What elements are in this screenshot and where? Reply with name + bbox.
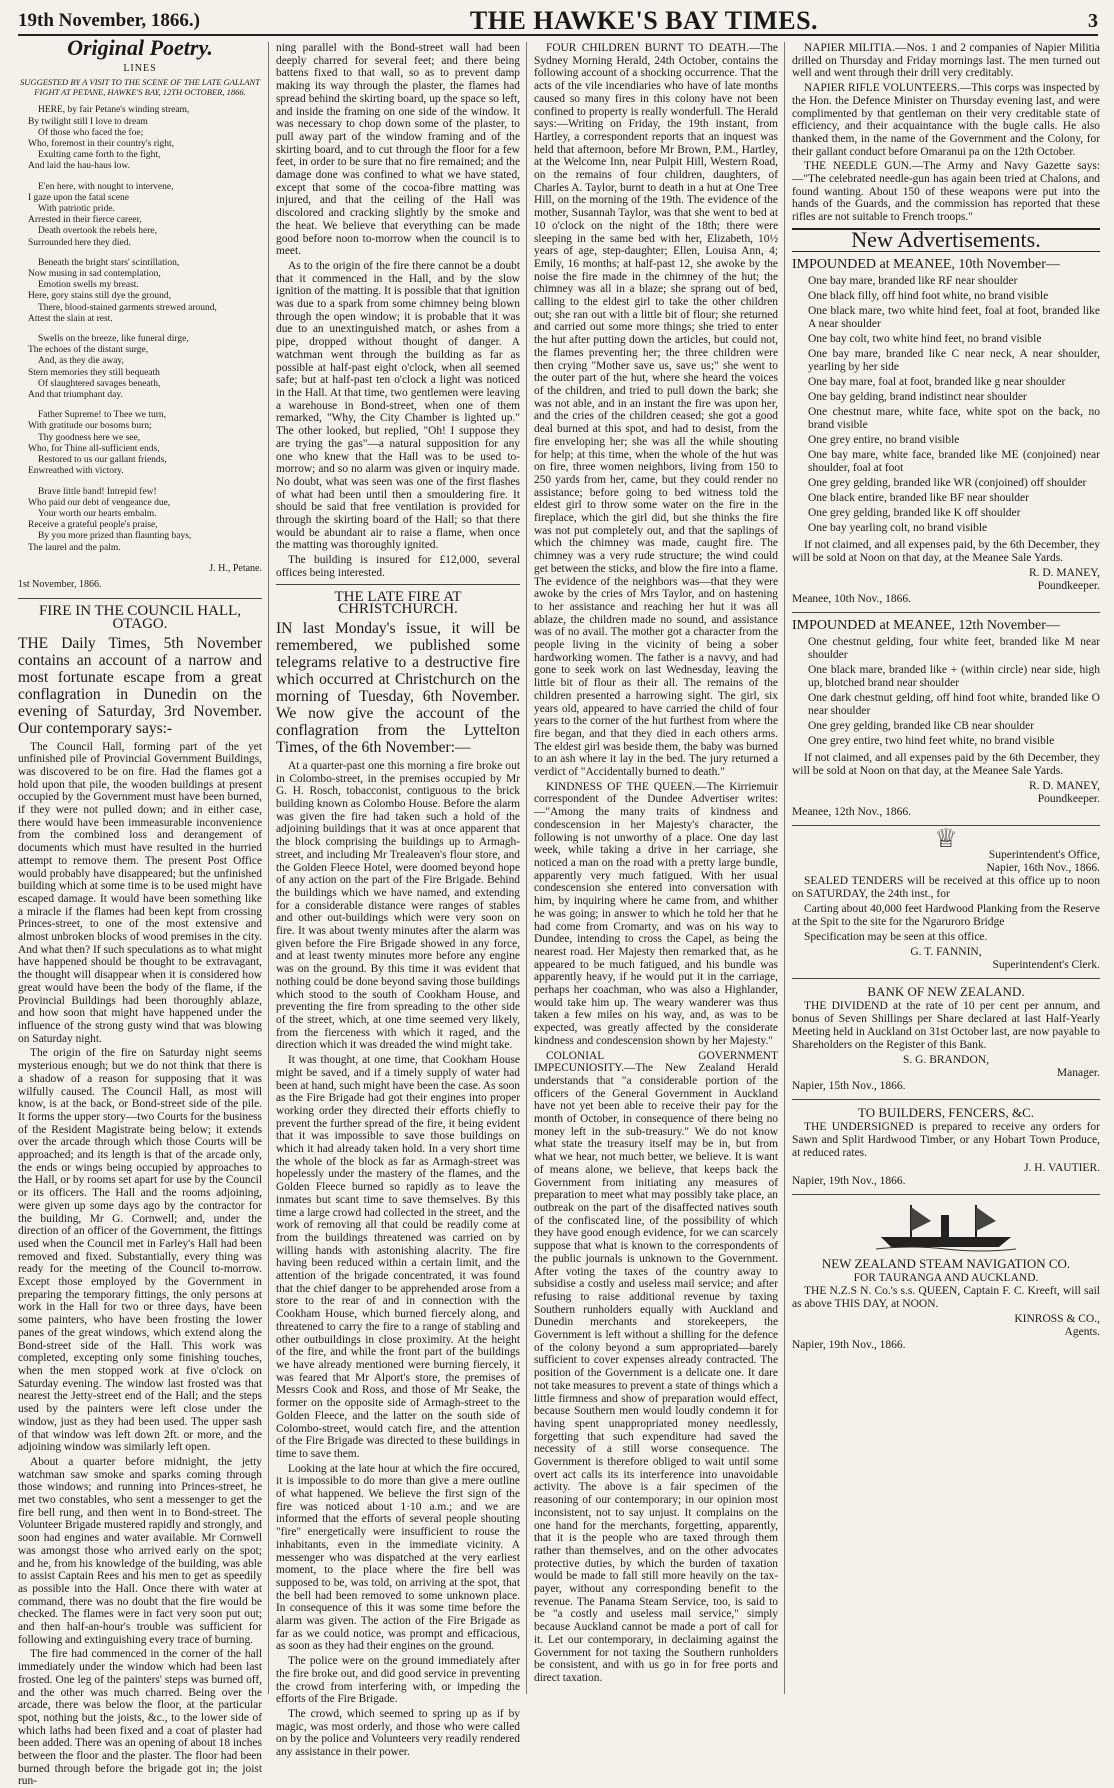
poem-line: E'en here, with nought to intervene, xyxy=(38,181,174,192)
divider xyxy=(276,584,520,585)
impound-item: One bay yearling colt, no brand visible xyxy=(808,521,988,534)
steam-ad xyxy=(792,1201,1100,1352)
poetry-section-title: Original Poetry. xyxy=(67,35,213,60)
poem-line: Enwreathed with victory. xyxy=(28,466,124,477)
impound-date: Meanee, 10th Nov., 1866. xyxy=(792,592,912,605)
steam-text: THE N.Z.S N. Co.'s s.s. QUEEN, Captain F. C. Kreeft, will sail as above THIS DAY, at NOON. xyxy=(792,1284,1100,1310)
tender-role: Superintendent's Clerk. xyxy=(992,958,1100,971)
royal-crest-icon: ♕ xyxy=(934,823,958,853)
poem-line: There, blood-stained garments strewed around, xyxy=(38,302,217,313)
impound-ad-2 xyxy=(792,619,1100,819)
poem-line: Emotion swells my breast. xyxy=(38,280,139,291)
newspaper-title: THE HAWKE'S BAY TIMES. xyxy=(469,6,819,35)
article-paragraph: About a quarter before midnight, the jetty watchman saw smoke and sparks coming through those windows; and running into Princes-street, he met two constables, who sent a messenger to get the fire bell rung, and then went in to Bond-street. The Volunteer Brigade mustered rapidly and strongly, and soon had engines and water available. Mr Cornwell was amongst those who arrived early on the spot; and he, from his knowledge of the building, was able to assist Captain Rees and his men to get as speedily as possible into the Hall. Once there with water at command, there was no doubt that the fire would be checked. The flames were in fact very soon put out; and then half-an-hour's trouble was sufficient for following and extinguishing every trace of burning. xyxy=(18,1455,262,1646)
poem-subtitle: SUGGESTED BY A VISIT TO THE SCENE OF THE LATE GALLANT FIGHT AT PETANE, HAWKE'S BAY, 12TH OCTOBER, 1866. xyxy=(20,77,260,98)
steam-date: Napier, 19th Nov., 1866. xyxy=(792,1338,906,1351)
poem-line: Brave little band! Intrepid few! xyxy=(38,486,157,497)
poem-line: Attest the slain at rest. xyxy=(28,313,113,324)
tender-office: Superintendent's Office, xyxy=(988,848,1100,861)
article-paragraph: The Council Hall, forming part of the yet unfinished pile of Provincial Government Buildings, was discovered to be on fire. Had the flames got a hold upon that pile, the wooden buildings at present occupied by the Government must have been burned, if they were not pulled down; and in either case, there would have been immeasurable inconvenience from the combined loss and derangement of documents which must have resulted in the hurried attempt to remove them. The present Post Office would probably have disappeared; but the unfinished building which at some time is to be used might have escaped damage. It would have been something like a miracle if the flames had been kept from crossing Princes-street, to one of the most extensive and almost unbroken blocks of wood premises in the city. And what then? If such speculations as to what might have happened should be thought to be extravagant, the thought will disappear when it is considered how great would have been the body of the flame, if the Provincial Buildings had been thoroughly ablaze, and how soon that might have happened under the influence of the strong gusty wind that was blowing on Saturday night. xyxy=(18,740,262,1045)
article-colonial-government: COLONIAL GOVERNMENT IMPECUNIOSITY.—The New Zealand Herald understands that "a considerable portion of the officers of the General Government in Auckland have not yet been able to receive their pay for the month of October, in consequence of there being no money left in the sub-treasury." We do not know what state the treasury itself may be in, but from what we hear, not much better, we believe. It is want of means alone, we believe, that keeps back the Government from initiating any measures of preparation to meet what may possibly take place, an outbreak on the part of the disaffected natives south of the confiscated line, of the possibility of which they have good enough evidence, for we can scarcely suppose that what is known to the correspondents of the public journals is unknown to the Government. After voting the taxes of the country away to subsidise a costly and useless mail service; and after refusing to raise additional revenue by taxing Southern runholders equally with Auckland and Dunedin merchants and storekeepers, the Government is left without a shilling for the defence of the colony beyond a sum appropriated—barely sufficient to cover expenses already contracted. The position of the Government is a delicate one. It dare not take measures to prevent a state of things which a little firmness and show of preparation would effect, because Southern men would loudly condemn it for having spent unappropriated money needlessly, forgetting that such expenditure had saved the necessity of a still worse consequence. The Government is therefore obliged to wait until some overt act calls its its interference into unavoidable activity. The above is a fair specimen of the reasoning of our contemporary; in our opinion most inconsistent, not to say unjust. It complains on the one hand for the merchants, forgetting, apparently, that it is the people who are taxed through them rather than themselves, and on the other advocates protective duties, by which the burden of taxation would be made to fall still more heavily on the tax-payer, without any corresponding benefit to the revenue. The Panama Steam Service, too, is said to be "a costly and useless mail service," simply because Auckland cannot be made a port of call for it. Let our contemporary, in declaiming against the Government for not taxing the Southern runholders be consistent, and with us go in for free ports and direct taxation. xyxy=(534,1049,778,1684)
impound-item: One grey entire, two hind feet white, no brand visible xyxy=(808,734,1055,747)
poem-stanzas xyxy=(18,105,262,553)
article-paragraph: The building is insured for £12,000, several offices being interested. xyxy=(276,554,520,579)
tender-ad xyxy=(792,823,1100,972)
impound-item: One chestnut gelding, four white feet, branded like M near shoulder xyxy=(808,635,1100,661)
new-advertisements-heading: New Advertisements. xyxy=(792,228,1100,252)
poem-stanza xyxy=(28,105,262,172)
impound-item: One dark chestnut gelding, off hind foot white, branded like O near shoulder xyxy=(808,691,1100,717)
article-paragraph: At a quarter-past one this morning a fire broke out in Colombo-street, in the premises occupied by Mr G. H. Rosch, tobacconist, contiguous to the brick building known as Colombo House. Before the alarm was given the fire had taken such a hold of the adjoining buildings that it was at once apparent that the block comprising the buildings up to Armagh-street, and including Mr Trealeaven's flour store, and the Golden Fleece Hotel, were doomed beyond hope of any action on the part of the Fire Brigade. Behind the buildings which we have named, and extending for a considerable distance were ranges of stables and other out-buildings which were very soon on fire. It was about twenty minutes after the alarm was given before the Fire Brigade showed in any force, and at least twenty minutes more before any engine was on the ground. By this time it was evident that nothing could be done beyond saving those buildings which stood to the south of Cookham House, and preventing the fire from spreading to the other side of the street, which, at one time seemed very likely, from the fierceness with which it raged, and the direction which it was dreaded the wind might take. xyxy=(276,759,520,1052)
poem-line: With gratitude our bosoms burn; xyxy=(28,421,152,432)
poem-line: The echoes of the distant surge, xyxy=(28,345,149,356)
article-paragraph: ning parallel with the Bond-street wall had been deeply charred for several feet; and there being battens fixed to that wall, so as to prevent damp making its way through the plaster, the flames had spread behind the skirting board, up the space so left, and inside the framing on one side of the window. It was necessary to chop down some of the plaster, to pull away part of the window framing and of the skirting board, and to cut through the floor for a few feet, in order to be sure that no fire remained; and the damage done was confined to what we have stated, except that some of the cocoa-fibre matting was injured, and that the ceiling of the Hall was discolored and cracking slightly by the smoke and the heat. We believe that everything can be made good before noon to-morrow when the council is to meet. xyxy=(276,42,520,258)
poem-stanza xyxy=(28,410,262,477)
article-paragraph: It was thought, at one time, that Cookham House might be saved, and if a timely supply of water had been at hand, such might have been the case. As soon as the Fire Brigade had got their engines into proper working order they directed their efforts chiefly to prevent the further spread of the fire, it being evident that it was impossible to save those buildings on which it had already taken hold. In a very short time the whole of the block as far as Armagh-street was hopelessly under the mastery of the flames, and the Golden Fleece burned so rapidly as to leave the inmates but scant time to save themselves. By this time a large crowd had collected in the street, and the work of removing all that could be readily come at from the buildings threatened was carried on by willing hands with astonishing alacrity. The fire having been reduced within a certain limit, and the attention of the brigade concentrated, it was found that the chief danger to be apprehended arose from a store to the rear of and in connection with the Cookham House, which burned fiercely along, and threatened to carry the fire to a range of stabling and other outbuildings in close proximity. At the height of the fire, and while the front part of the buildings we have already mentioned were burning fiercely, it was feared that Mr Alport's store, the premises of Messrs Cook and Ross, and those of Mr Seake, the former on the opposite side of Armagh-street to the Golden Fleece, and the latter on the south side of Colombo-street, would catch fire, and the attention of the Fire Brigade was directed to these buildings in time to save them. xyxy=(276,1054,520,1460)
tender-text: SEALED TENDERS will be received at this office up to noon on SATURDAY, the 24th inst., for xyxy=(792,874,1100,900)
article-kindness-queen: KINDNESS OF THE QUEEN.—The Kirriemuir correspondent of the Dundee Advertiser writes:—"Among the many traits of kindness and condescension in her Majesty's character, the following is not unworthy of a place. One day last week, while taking a drive in her carriage, she noticed a man on the road with a pretty large bundle, apparently very much fatigued. With her usual condescension she entered into conversation with him, by inquiring where he came from, and whither he was going; in answer to which he told her that he had come from Cromarty, and was on his way to Dundee, intending to cross the Capel, as being the nearest road. Her Majesty then remarked that, as he appeared to be much fatigued, and his bundle was apparently heavy, if he would put it in the carriage, perhaps her coachman, who was also a Highlander, would take him up. The weary wanderer was thus taken a few miles on his way, and, as was to be expected, was greatly affected by the considerate kindness and condescension shown by her Majesty." xyxy=(534,780,778,1047)
tender-signature: G. T. FANNIN, xyxy=(910,945,982,958)
poem-line: Now musing in sad contemplation, xyxy=(28,269,161,280)
poem-line: Of slaughtered savages beneath, xyxy=(38,378,161,389)
impound-ad-1 xyxy=(792,258,1100,606)
poem-line: By you more prized than flaunting bays, xyxy=(38,531,192,542)
poem-line: Of those who faced the foe; xyxy=(38,127,144,138)
poem-line: Father Supreme! to Thee we turn, xyxy=(38,410,167,421)
column-4 xyxy=(792,42,1100,1694)
article-paragraph: Looking at the late hour at which the fire occured, it is impossible to do more than give a mere outline of what happened. We believe the first sign of the fire was noticed about 1·10 a.m.; and we are informed that the efforts of several people shouting "fire" energetically were insufficient to rouse the inhabitants, even in the immediate vicinity. A messenger who was dispatched at the very earliest moment, to the place where the fire bell was supposed to be, was told, on arriving at the spot, that the bell had been removed to some unknown place. In consequence of this it was some time before the alarm was given. The action of the Fire Brigade as far as we could notice, was prompt and efficacious, as soon as they had their engines on the ground. xyxy=(276,1462,520,1653)
impound-item: One grey gelding, branded like WR (conjoined) off shoulder xyxy=(808,476,1087,489)
article-napier-militia: NAPIER MILITIA.—Nos. 1 and 2 companies of Napier Militia drilled on Thursday and Friday mornings last. The men turned out well and went through their drill very creditably. xyxy=(792,42,1100,80)
impound-date: Meanee, 12th Nov., 1866. xyxy=(792,805,912,818)
builders-date: Napier, 19th Nov., 1866. xyxy=(792,1174,906,1187)
divider xyxy=(792,1194,1100,1195)
poem-line: And, as they die away, xyxy=(38,356,124,367)
poem-line: Who paid our debt of vengeance due, xyxy=(28,497,171,508)
poem-line: The laurel and the palm. xyxy=(28,542,121,553)
poem-signature: J. H., Petane. xyxy=(209,562,262,574)
impound-item: One black entire, branded like BF near shoulder xyxy=(808,491,1029,504)
article-needle-gun: THE NEEDLE GUN.—The Army and Navy Gazette says:—"The celebrated needle-gun has again been tried at Chalons, and found wanting. About 150 of these weapons were put into the hands of the Guards, and the commission has reported that these rifles are not suitable to French troops." xyxy=(792,160,1100,224)
poem-line: Surrounded here they died. xyxy=(28,237,131,248)
poem-stanza xyxy=(28,334,262,401)
builders-text: THE UNDERSIGNED is prepared to receive any orders for Sawn and Split Hardwood Timber, or any Hobart Town Produce, at reduced rates. xyxy=(792,1120,1100,1159)
impound-signature: R. D. MANEY, xyxy=(1028,566,1100,579)
impound-role: Poundkeeper. xyxy=(1037,792,1100,805)
column-rule xyxy=(526,42,527,1694)
poem-line: Thy goodness here we see, xyxy=(38,432,141,443)
impound-item: One bay mare, branded like RF near shoulder xyxy=(808,274,1018,287)
headline-otago-fire: FIRE IN THE COUNCIL HALL, OTAGO. xyxy=(38,603,242,632)
bank-date: Napier, 15th Nov., 1866. xyxy=(792,1079,906,1092)
bank-ad xyxy=(792,985,1100,1093)
bank-text: THE DIVIDEND at the rate of 10 per cent per annum, and bonus of Seven Shillings per Share declared at last Half-Yearly Meeting held in Auckland on 31st October last, are now payable to Shareholders on the Register of this Bank. xyxy=(792,999,1100,1051)
tender-date: Napier, 16th Nov., 1866. xyxy=(986,861,1100,874)
builders-heading: TO BUILDERS, FENCERS, &C. xyxy=(857,1104,1034,1120)
steam-subheading: FOR TAURANGA AND AUCKLAND. xyxy=(853,1271,1039,1284)
bank-heading: BANK OF NEW ZEALAND. xyxy=(867,983,1025,999)
impound-note: If not claimed, and all expenses paid by the 6th December, they will be sold at Noon on that day, at the Meanee Sale Yards. xyxy=(792,751,1100,777)
impound-item: One bay mare, white face, branded like ME (conjoined) near shoulder, foal at foot xyxy=(808,448,1100,474)
poem-line: With patriotic pride. xyxy=(38,204,115,215)
bank-role: Manager. xyxy=(1056,1066,1100,1079)
bank-signature: S. G. BRANDON, xyxy=(903,1053,989,1066)
impound-list xyxy=(808,636,1100,748)
poem-line: Who, for Thine all-sufficient ends, xyxy=(28,443,160,454)
impound-item: One black mare, two white hind feet, foal at foot, branded like A near shoulder xyxy=(808,304,1100,330)
impound-item: One black mare, branded like + (within circle) near side, high up, blotched brand near shoulder xyxy=(808,663,1100,689)
impound-item: One black filly, off hind foot white, no brand visible xyxy=(808,289,1049,302)
poem-stanza xyxy=(28,182,262,249)
divider xyxy=(792,612,1100,613)
column-1 xyxy=(18,35,262,1788)
impound-item: One bay mare, foal at foot, branded like g near shoulder xyxy=(808,375,1066,388)
poem-line: By twilight still I love to dream xyxy=(28,116,148,127)
impound-item: One bay gelding, brand indistinct near shoulder xyxy=(808,390,1027,403)
headline-christchurch-fire: THE LATE FIRE AT CHRISTCHURCH. xyxy=(334,588,462,618)
divider xyxy=(792,1099,1100,1100)
issue-date: 19th November, 1866.) xyxy=(18,10,200,31)
article-four-children: FOUR CHILDREN BURNT TO DEATH.—The Sydney Morning Herald, 24th October, contains the following account of a shocking occurrence. That the acts of the vile incendiaries who have of late months caused so many fires in this colony have not been confined to property is really wonderfull. The Herald says:—Writing on Friday, the 19th instant, from Hartley, a correspondent reports that an inquest was held that afternoon, before Mr Brown, P.M., Hartley, at the Welcome Inn, near Pulpit Hill, Western Road, on the remains of four children, daughters, of Charles A. Taylor, burnt to death in a hut at One Tree Hill, on the morning of the 19th. The evidence of the mother, Susannah Taylor, was that she went to bed at 10 o'clock on the night of the 18th; there were sleeping in the same bed with her, Elizabeth, 10½ years of age, step-daughter; Ellen, Louisa Ann, 4; Emily, 16 months; at half-past 12, she awoke by the noise the fire made in the chimney of the hut; the chimney was all in a blaze; she sprang out of bed, calling to the eldest girl to take the other children out; she ran out with a little bit of flour; she returned and carried out some more things; she tried to enter the hut after putting down the articles, but could not, the flames preventing her; the three children were then crying "Mother save us, save us;" she went to the outer part of the hut, where she heard the voices of the children, and tried to pull down the bark; she was not able, and in an instant the fire was upon her, and the cries of the children ceased; she got a good deal burned at this spot, and had to desist, from the fire enveloping her; she was all the while shouting for help; at this time, when the whole of the hut was on fire, three women neighbors, living from 150 to 250 yards from her, came, but they could render no assistance; before going to bed witness told the eldest girl to throw some water on the fire in the fireplace, which the girl did, but she thinks the fire was not put completely out, and that the saplings of which the chimney was made, caught fire. The chimney was a very rude structure; the wind could get between the sticks, and blow the fire into a flame. The evidence of the neighbors was—that they were awoke by the cries of Mrs Taylor, and on hastening to her assistance and reaching her hut it was all ablaze, the children made no sound, and assistance was of no avail. The mother got a character from the people living in the vicinity of being a sober hardworking women. The father is a navvy, and had gone to seek work on last Wednesday, leaving the little bit of flour as their all. The remains of the children presented a harrowing sight. The girl, six years old, appeared to have carried the child of four years to the corner of the hut furthest from where the fire began, and that they died in each others arms. The eldest girl was beside them, the baby was burned to an ash where it lay in the bed. The jury returned a verdict of "Accidentally burned to death." xyxy=(534,42,778,779)
steam-signature: KINROSS & CO., xyxy=(1014,1312,1100,1325)
impound-role: Poundkeeper. xyxy=(1037,579,1100,592)
christchurch-intro: IN last Monday's issue, it will be remembered, we published some telegrams relative to a destructive fire which occurred at Christchurch on the morning of Tuesday, 6th November. We now give the account of the conflagration from the Lyttelton Times, of the 6th November:— xyxy=(276,619,520,756)
article-napier-rifle: NAPIER RIFLE VOLUNTEERS.—This corps was inspected by the Hon. the Defence Minister on Thursday evening last, and were complimented by that gentleman on their very creditable state of efficiency, and their acquaintance with the bugle calls. He also thanked them, in the name of the Government and the Colony, for their gallant conduct before Omaranui pa on the 12th October. xyxy=(792,82,1100,158)
impound-list xyxy=(808,275,1100,535)
poem-line: Receive a grateful people's praise, xyxy=(28,520,158,531)
poem-line: Here, gory stains still dye the ground, xyxy=(28,291,172,302)
article-paragraph: The crowd, which seemed to spring up as if by magic, was most orderly, and those who were called on by the police and Volunteers very readily rendered any assistance in their power. xyxy=(276,1707,520,1759)
poem-line: Death overtook the rebels here, xyxy=(38,226,157,237)
column-2 xyxy=(276,42,520,1759)
poem-stanza xyxy=(28,487,262,554)
divider xyxy=(792,978,1100,979)
impound-ad-heading: IMPOUNDED at MEANEE, 10th November— xyxy=(792,256,1060,272)
article-paragraph: The origin of the fire on Saturday night seems mysterious enough; but we do not think that there is a shadow of a reason for supposing that it was wilfully caused. The Council Hall, as most will know, is at the back, or Bond-street side of the pile. It forms the upper story—two Courts for the business of the Resident Magistrate being below; it extends over the arcade through which those Courts will be approached; and its length is that of the arcade only, the ends or wings being occupied by approaches to the Hall, or by rooms set apart for use by the Council or its officers. The Hall and the rooms adjoining, were given up some days ago by the contractor for the building, Mr G. Cornwell; and, under the direction of an officer of the Government, the fittings used when the Council met in Farley's Hall had been removed and fixed. Substantially, every thing was ready for the meeting of the Council to-morrow. Except those employed by the Government in preparing the temporary fittings, the only persons at work in the Hall for two or three days, have been some painters, who have been frosting the lower panes of the great windows, which extend along the Bond-street side of the Hall. This work was completed, excepting only some finishing touches, when the men stopped work at five o'clock on Saturday evening. The window last frosted was that nearest the Jetty-street end of the Hall; and the steps used by the painters were left close under the window, just as they had been used. The upper sash of that window was left down 2ft. or more, and the adjoining window was similarly left open. xyxy=(18,1047,262,1454)
poem-line: Your worth our hearts embalm. xyxy=(38,508,157,519)
impound-item: One bay mare, branded like C near neck, A near shoulder, yearling by her side xyxy=(808,347,1100,373)
impound-signature: R. D. MANEY, xyxy=(1028,779,1100,792)
column-3 xyxy=(534,42,778,1694)
impound-item: One grey gelding, branded like K off shoulder xyxy=(808,506,1021,519)
tender-spec: Specification may be seen at this office. xyxy=(804,930,988,943)
column-rule xyxy=(268,42,269,1694)
poem-line: Stern memories they still bequeath xyxy=(28,367,160,378)
impound-item: One grey gelding, branded like CB near shoulder xyxy=(808,719,1035,732)
poem-stanza xyxy=(28,258,262,325)
poem-line: And that triumphant day. xyxy=(28,390,123,401)
poem-line: Beneath the bright stars' scintillation, xyxy=(38,257,180,268)
impound-item: One chestnut mare, white face, white spot on the back, no brand visible xyxy=(808,405,1100,431)
impound-ad-heading: IMPOUNDED at MEANEE, 12th November— xyxy=(792,617,1060,633)
poem-line: Restored to us our gallant friends, xyxy=(38,455,167,466)
poem-line: Who, foremost in their country's right, xyxy=(28,139,175,150)
divider xyxy=(18,598,262,599)
poem-line: Exulting came forth to the fight, xyxy=(38,150,161,161)
otago-intro: THE Daily Times, 5th November contains an account of a narrow and most fortunate escape from a great conflagration in Dunedin on the evening of Saturday, 3rd November. Our contemporary says:- xyxy=(18,634,262,737)
poem-line: I gaze upon the fatal scene xyxy=(28,192,130,203)
builders-signature: J. H. VAUTIER. xyxy=(1024,1161,1100,1174)
poem-line: HERE, by fair Petane's winding stream, xyxy=(38,105,190,116)
article-paragraph: As to the origin of the fire there cannot be a doubt that it commenced in the Hall, and by the slow ignition of the matting. It is possible that that ignition was due to a spark from some chimney being blown through the open window; it is probable that it was due to an unextinguished match, or ashes from a pipe, dropped without thought of danger. A watchman went through the building as far as possible at half-past eight o'clock, when all seemed safe; but at half-past ten o'clock a light was noticed in the Hall. At that time, two gentlemen were leaving a warehouse in Bond-street, when one of them remarked, "Why, the City Chamber is lighted up." The other looked, but replied, "Oh! I suppose they are trying the gas"—a natural supposition for any one who knew that the Hall was to be used to-morrow; and so no alarm was given or inquiry made. No doubt, what was seen was one of the first flashes of what had been until then a smouldering fire. It should be said that free ventilation is provided for through the skirting board of the Hall; so that there would be abundant air to raise a flame, when once the matting was thoroughly ignited. xyxy=(276,259,520,552)
steam-role: Agents. xyxy=(1064,1325,1100,1338)
page-number: 3 xyxy=(1088,9,1098,32)
poem-line: Arrested in their fierce career, xyxy=(28,215,142,226)
builders-ad xyxy=(792,1106,1100,1188)
poem-dateline: 1st November, 1866. xyxy=(18,579,102,591)
impound-note: If not claimed, and all expenses paid, by the 6th December, they will be sold at Noon on that day, at the Meanee Sale Yards. xyxy=(792,538,1100,564)
tender-detail: Carting about 40,000 feet Hardwood Planking from the Reserve at the Spit to the site for the Ngaruroro Bridge xyxy=(792,902,1100,928)
article-paragraph: The fire had commenced in the corner of the hall immediately under the window which had been last frosted. One leg of the painters' steps was burned off, and the other was much charred. Being over the arcade, there was below the floor, at the particular spot, nothing but the joists, &c., to the lower side of which laths had been fixed and a coat of plaster had been added. There was an opening of about 18 inches between the floor and the plaster. The floor had been burned through before the brigade got in; the joist run- xyxy=(18,1648,262,1788)
article-paragraph: The police were on the ground immediately after the fire broke out, and did good service in preventing the crowd from interfering with, or impeding the efforts of the Fire Brigade. xyxy=(276,1655,520,1706)
column-rule xyxy=(784,42,785,1694)
poem-line: And laid the hau-haus low. xyxy=(28,161,131,172)
impound-item: One bay colt, two white hind feet, no brand visible xyxy=(808,332,1042,345)
masthead xyxy=(18,8,1098,36)
steamship-icon xyxy=(871,1201,1021,1251)
steam-heading: NEW ZEALAND STEAM NAVIGATION CO. xyxy=(821,1255,1071,1271)
impound-item: One grey entire, no brand visible xyxy=(808,433,960,446)
poem-line: Swells on the breeze, like funeral dirge, xyxy=(38,334,189,345)
poem-title: LINES xyxy=(123,62,157,74)
